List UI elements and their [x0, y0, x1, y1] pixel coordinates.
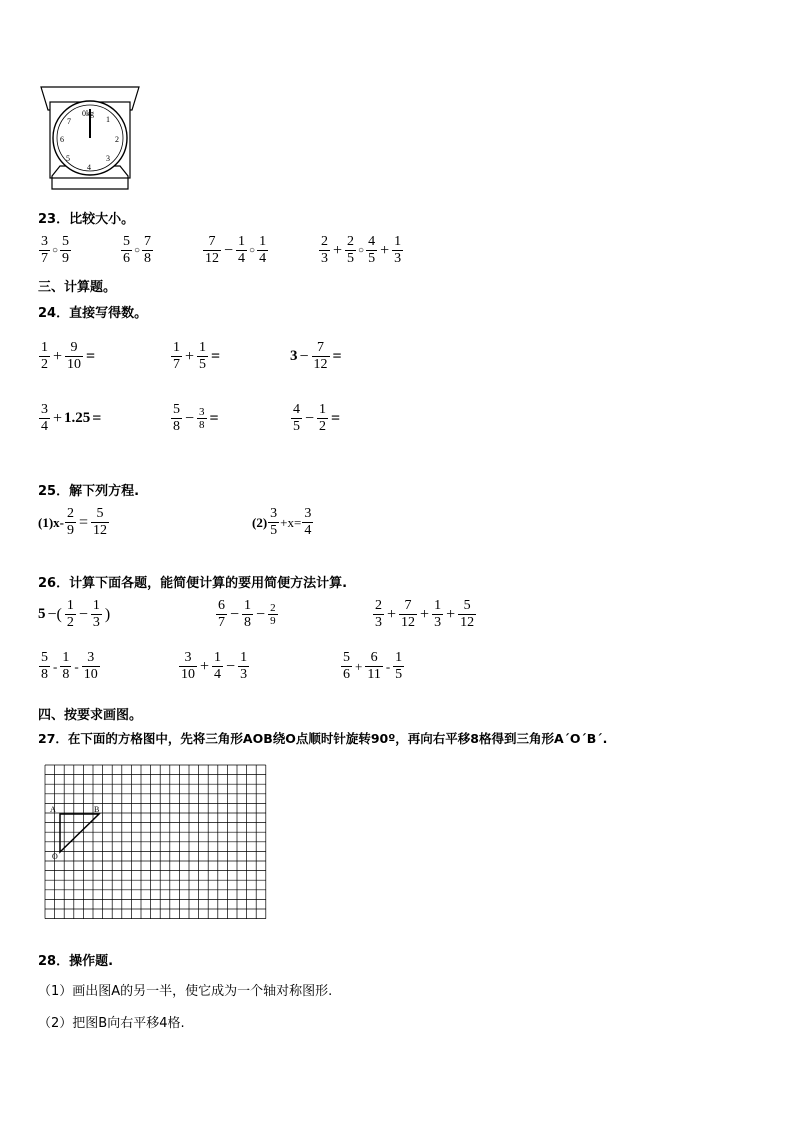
fraction: $\frac{5}{9}$ — [62, 234, 70, 266]
q24-item-2: $\frac{1}{7}$ + $\frac{1}{5}$ = — [173, 340, 221, 372]
dial-label-7: 7 — [67, 117, 71, 126]
q24-item-3: 3 − $\frac{7}{12}$ = — [290, 340, 342, 372]
q28-step-1: （1）画出图A的另一半，使它成为一个轴对称图形. — [38, 984, 333, 999]
q26-item-6: $\frac{5}{6}$ + $\frac{6}{11}$ - $\frac{1}{5}$ — [343, 650, 403, 682]
section-3-title: 三、计算题。 — [38, 280, 117, 295]
q24-item-5: $\frac{5}{8}$ − $\frac{3}{8}$ = — [173, 402, 219, 434]
q28-step-2: （2）把图B向右平移4格. — [38, 1016, 185, 1031]
weighing-scale-illustration — [38, 84, 142, 192]
dial-label-2: 2 — [115, 135, 119, 144]
q24-item-6: $\frac{4}{5}$ − $\frac{1}{2}$ = — [293, 402, 341, 434]
q28-heading: 28．操作题. — [38, 954, 114, 969]
q23-compare-1 — [38, 234, 72, 267]
label-a: A — [50, 805, 56, 814]
label-b: B — [94, 805, 100, 814]
label-o: O — [52, 852, 58, 861]
dial-label-5: 5 — [66, 154, 70, 163]
q26-heading: 26．计算下面各题，能简便计算的要用简便方法计算. — [38, 576, 348, 591]
q26-item-2: $\frac{6}{7}$ − $\frac{1}{8}$ − $\frac{2}{9}$ — [218, 598, 276, 630]
q25-equation-1: (1)x- $\frac{2}{9}$ = $\frac{5}{12}$ — [38, 506, 108, 538]
compare-circle: ○ — [52, 245, 59, 256]
grid-diagram — [42, 762, 270, 924]
q23-compare-4: $\frac{2}{3}$ + $\frac{2}{5}$ ○ $\frac{4}{5}$ + $\frac{1}{3}$ — [321, 234, 402, 266]
q24-item-1: $\frac{1}{2}$ + $\frac{9}{10}$ = — [41, 340, 96, 372]
q24-heading: 24．直接写得数。 — [38, 306, 148, 321]
q23-compare-2: $\frac{5}{6}$ ○ $\frac{7}{8}$ — [123, 234, 152, 266]
q23-heading: 23．比较大小。 — [38, 212, 135, 227]
dial-label-1: 1 — [106, 115, 110, 124]
q25-heading: 25．解下列方程. — [38, 484, 140, 499]
q26-item-5: $\frac{3}{10}$ + $\frac{1}{4}$ − $\frac{1}{3}$ — [181, 650, 248, 682]
q23-compare-3: $\frac{7}{12}$ − $\frac{1}{4}$ ○ $\frac{1}{4}$ — [205, 234, 267, 266]
dial-label-3: 3 — [106, 154, 110, 163]
dial-label-6: 6 — [60, 135, 64, 144]
section-4-title: 四、按要求画图。 — [38, 708, 143, 723]
q25-equation-2: (2) $\frac{3}{5}$ +x= $\frac{3}{4}$ — [252, 506, 312, 538]
dial-label-4: 4 — [87, 163, 91, 172]
fraction: $\frac{3}{7}$ — [41, 234, 48, 266]
q24-item-4: $\frac{3}{4}$ + 1.25 = — [41, 402, 102, 434]
q26-item-4: $\frac{5}{8}$ - $\frac{1}{8}$ - $\frac{3}{10}$ — [41, 650, 98, 682]
q27-heading: 27．在下面的方格图中，先将三角形AOB绕O点顺时针旋转90º，再向右平移8格得到三角形A´O´B´. — [38, 731, 608, 746]
dial-label-0: 0kg — [82, 109, 94, 118]
q26-item-3: $\frac{2}{3}$ + $\frac{7}{12}$ + $\frac{1}{3}$ + $\frac{5}{12}$ — [375, 598, 475, 630]
q26-item-1: 5 −( $\frac{1}{2}$ − $\frac{1}{3}$ ) — [38, 598, 111, 630]
